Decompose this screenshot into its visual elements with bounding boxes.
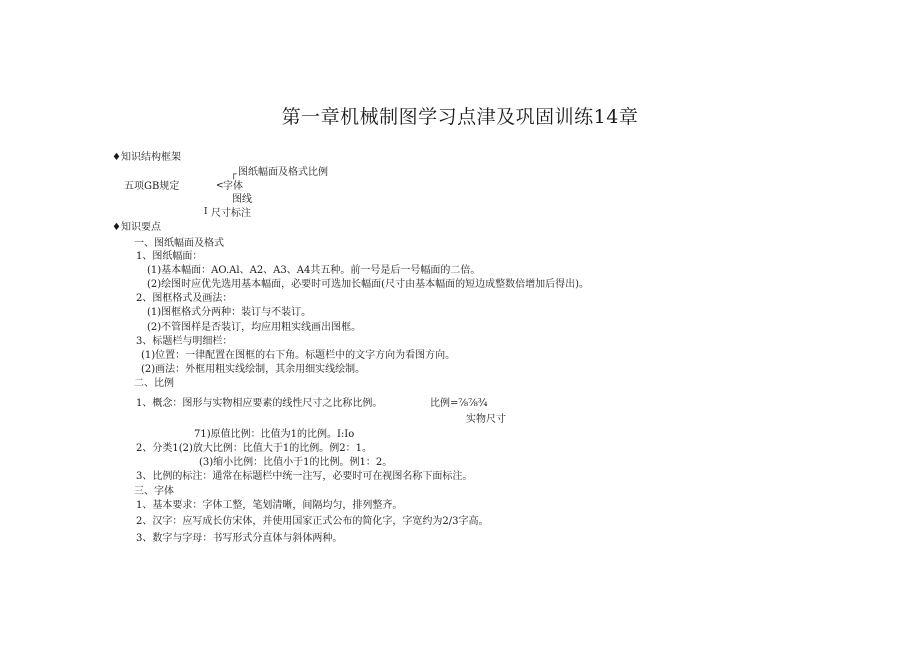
section-knowledge-points: ♦知识要点 <box>112 222 161 233</box>
part2-enlarge-scale: 2、分类1(2)放大比例：比值大于1的比例。例2：1。 <box>136 443 372 454</box>
brace-middle-mark: < <box>216 181 224 191</box>
part3-heading: 三、字体 <box>134 486 174 497</box>
part1-item-3-2: (2)画法：外框用粗实线绘制，其余用细实线绘制。 <box>141 364 366 375</box>
part2-reduce-scale: (3)缩小比例：比值小于1的比例。例1：2。 <box>199 457 393 468</box>
page-title: 第一章机械制图学习点津及巩固训练14章 <box>281 106 639 128</box>
brace-bottom-mark: I <box>204 207 208 217</box>
part3-chinese: 2、汉字：应写成长仿宋体，并使用国家正式公布的简化字，字宽约为2/3字高。 <box>136 516 489 527</box>
part1-item-3: 3、标题栏与明细栏： <box>136 336 233 347</box>
brace-top-mark: ┌ <box>231 170 237 180</box>
part2-original-scale: 71)原值比例：比值为1的比例。I:Io <box>194 429 355 440</box>
part3-basic: 1、基本要求：字体工整，笔划清晰，间隔均匀，排列整齐。 <box>136 500 403 511</box>
ratio-formula: 比例=⅞⅞¾ <box>430 398 488 409</box>
gb-item-dimensions: 尺寸标注 <box>211 208 251 219</box>
part3-digits: 3、数字与字母：书写形式分直体与斜体两种。 <box>136 533 343 544</box>
part2-concept: 1、概念：图形与实物相应要素的线性尺寸之比称比例。 <box>136 398 383 409</box>
part1-heading: 一、图纸幅面及格式 <box>134 238 224 249</box>
gb-item-format: 图纸幅面及格式比例 <box>238 167 328 178</box>
section-knowledge-structure: ♦知识结构框架 <box>112 152 181 163</box>
part1-item-2-1: (1)图框格式分两种：装订与不装订。 <box>147 307 312 318</box>
part1-item-1-2: (2)绘图时应优先选用基本幅面，必要时可选加长幅面(尺寸由基本幅面的短边成整数倍增加后得出)。 <box>147 279 589 290</box>
gb-item-lines: 图线 <box>232 194 252 205</box>
ratio-denominator: 实物尺寸 <box>466 414 506 425</box>
part2-heading: 二、比例 <box>134 378 174 389</box>
part1-item-2-2: (2)不管图样是否装订，均应用粗实线画出图框。 <box>147 322 362 333</box>
part1-item-1: 1、图纸幅面： <box>136 251 203 262</box>
gb-item-font: 字体 <box>223 181 243 192</box>
part1-item-1-1: (1)基本幅面：AO.Al、A2、A3、A4共五种。前一号是后一号幅面的二倍。 <box>147 265 481 276</box>
part2-marking: 3、比例的标注：通常在标题栏中统一注写，必要时可在视图名称下面标注。 <box>136 471 473 482</box>
part1-item-2: 2、图框格式及画法： <box>136 293 233 304</box>
part1-item-3-1: (1)位置：一律配置在图框的右下角。标题栏中的文字方向为看图方向。 <box>141 350 456 361</box>
gb-label: 五项GB规定 <box>124 181 180 192</box>
